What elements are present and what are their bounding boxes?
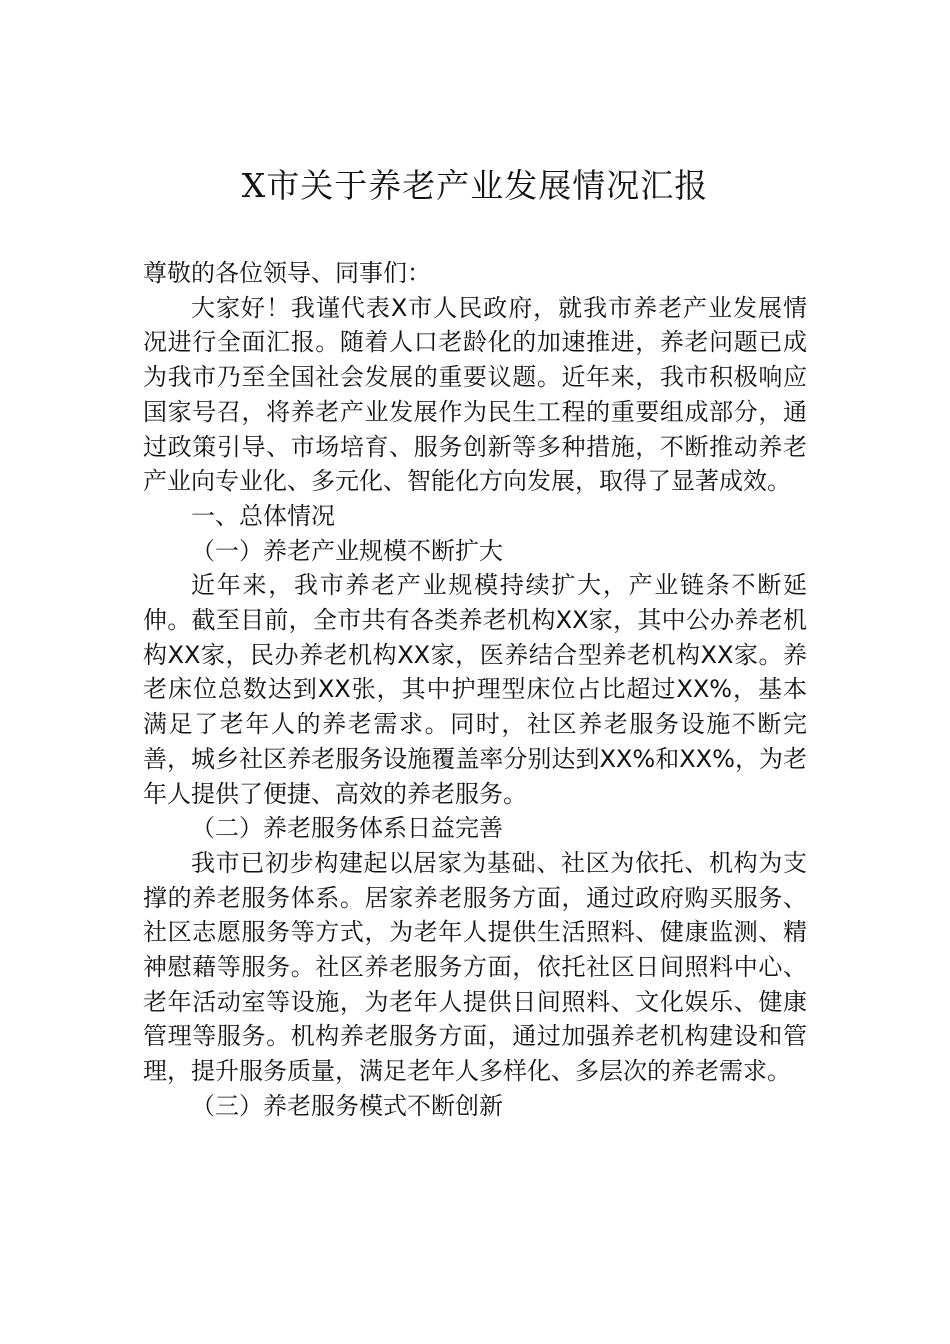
intro-paragraph: 大家好！我谨代表X市人民政府，就我市养老产业发展情况进行全面汇报。随着人口老龄化的加速推进，养老问题已成为我市乃至全国社会发展的重要议题。近年来，我市积极响应国家号召，将养老产业发展作为民生工程的重要组成部分，通过政策引导、市场培育、服务创新等多种措施，不断推动养老产业向专业化、多元化、智能化方向发展，取得了显著成效。 — [143, 293, 807, 496]
subsection-heading-3: （三）养老服务模式不断创新 — [191, 1091, 503, 1120]
section-heading-overall: 一、总体情况 — [191, 501, 335, 530]
salutation: 尊敬的各位领导、同事们： — [143, 259, 431, 287]
subsection-paragraph-2: 我市已初步构建起以居家为基础、社区为依托、机构为支撑的养老服务体系。居家养老服务方面，通过政府购买服务、社区志愿服务等方式，为老年人提供生活照料、健康监测、精神慰藉等服务。社区养老服务方面，依托社区日间照料中心、老年活动室等设施，为老年人提供日间照料、文化娱乐、健康管理等服务。机构养老服务方面，通过加强养老机构建设和管理，提升服务质量，满足老年人多样化、多层次的养老需求。 — [143, 848, 807, 1086]
document-body — [143, 256, 807, 1124]
subsection-heading-1: （一）养老产业规模不断扩大 — [191, 536, 503, 565]
subsection-paragraph-1: 近年来，我市养老产业规模持续扩大，产业链条不断延伸。截至目前，全市共有各类养老机构XX家，其中公办养老机构XX家，民办养老机构XX家，医养结合型养老机构XX家。养老床位总数达到XX张，其中护理型床位占比超过XX%，基本满足了老年人的养老需求。同时，社区养老服务设施不断完善，城乡社区养老服务设施覆盖率分别达到XX%和XX%，为老年人提供了便捷、高效的养老服务。 — [143, 571, 807, 808]
document-title: X市关于养老产业发展情况汇报 — [241, 166, 709, 205]
subsection-heading-2: （二）养老服务体系日益完善 — [191, 814, 503, 843]
